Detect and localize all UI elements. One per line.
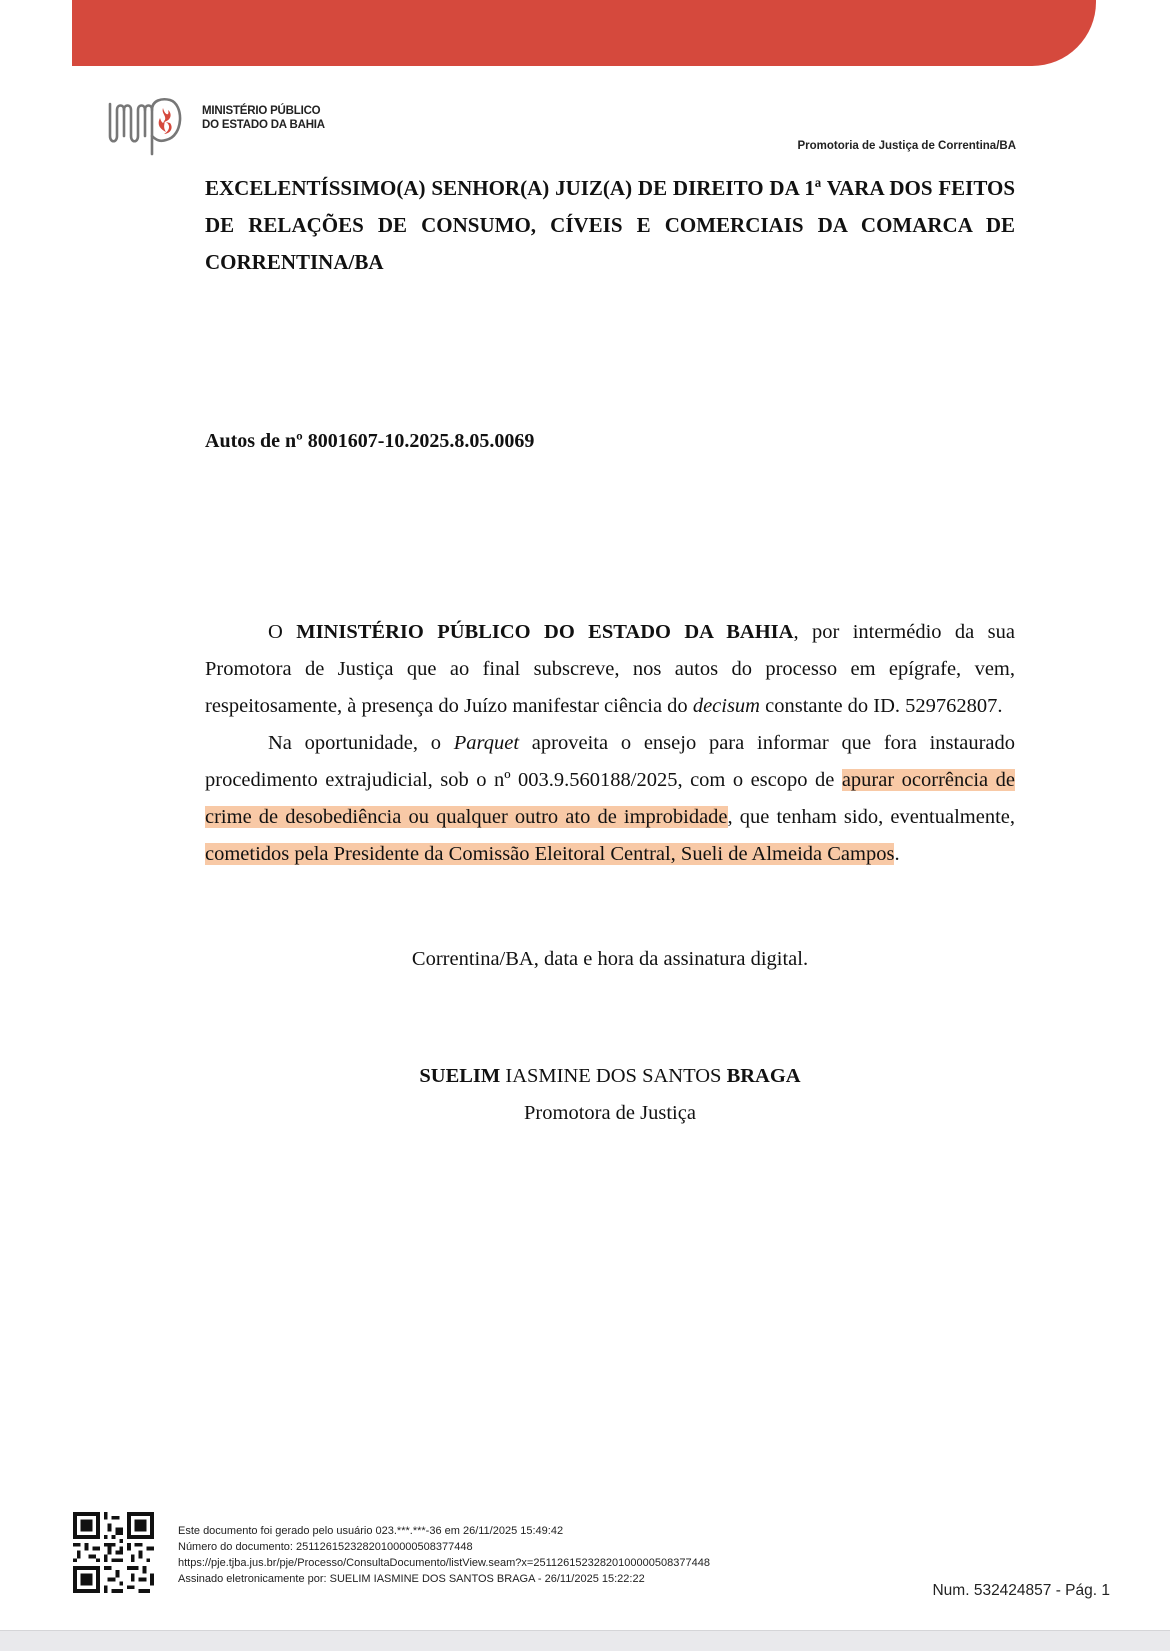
office-name: Promotoria de Justiça de Correntina/BA (797, 140, 1016, 152)
footer-line-3: https://pje.tjba.jus.br/pje/Processo/ConsultaDocumento/listView.seam?x=25112615232820100000508377448 (178, 1557, 710, 1569)
page-bottom-edge (0, 1630, 1170, 1651)
paragraph-1 (205, 614, 1015, 725)
closing-line: Correntina/BA, data e hora da assinatura digital. (411, 948, 809, 970)
logo-text-line2: DO ESTADO DA BAHIA (202, 119, 325, 131)
mp-logo (106, 96, 201, 162)
qr-code (73, 1512, 154, 1593)
signature-role: Promotora de Justiça (524, 1102, 696, 1124)
footer-line-4: Assinado eletronicamente por: SUELIM IASMINE DOS SANTOS BRAGA - 26/11/2025 15:22:22 (178, 1573, 645, 1585)
p2-middle: aproveita o ensejo para informar que fora instaurado procedimento extrajudicial, sob o nº 003.9.560188/2025, com o escopo de (205, 732, 1015, 791)
p1-start: O (268, 621, 297, 643)
highlight-2: cometidos pela Presidente da Comissão Eleitoral Central, Sueli de Almeida Campos (205, 843, 895, 865)
p1-middle: , por intermédio da sua Promotora de Justiça que ao final subscreve, nos autos do processo em epígrafe, vem, respeitosamente, à presença do Juízo manifestar ciência do (205, 621, 1016, 717)
body-text (205, 614, 1015, 873)
p1-entity: MINISTÉRIO PÚBLICO DO ESTADO DA BAHIA (296, 621, 794, 643)
logo-text (202, 104, 325, 132)
logo-text-line1: MINISTÉRIO PÚBLICO (202, 105, 321, 117)
signature-last: BRAGA (726, 1065, 801, 1087)
signature-first: SUELIM (419, 1065, 501, 1087)
p2-start: Na oportunidade, o (268, 732, 454, 754)
footer-line-2: Número do documento: 25112615232820100000508377448 (178, 1541, 473, 1553)
signature-middle: IASMINE DOS SANTOS (500, 1065, 727, 1087)
addressee-heading: EXCELENTÍSSIMO(A) SENHOR(A) JUIZ(A) DE DIREITO DA 1ª VARA DOS FEITOS DE RELAÇÕES DE CONSUMO, CÍVEIS E COMERCIAIS DA COMARCA DE CORRENTINA/BA (205, 176, 1015, 274)
footer-metadata (178, 1523, 710, 1587)
signature-name (205, 1058, 1015, 1095)
paragraph-2 (205, 725, 1015, 873)
highlight-1: apurar ocorrência de crime de desobediência ou qualquer outro ato de improbidade (205, 769, 1015, 828)
p2-middle2: , que tenham sido, eventualmente, (727, 806, 1015, 828)
header-band (72, 0, 1096, 66)
p1-end: constante do ID. 529762807. (760, 695, 1003, 717)
p1-italic: decisum (692, 695, 760, 717)
case-number: Autos de nº 8001607-10.2025.8.05.0069 (205, 430, 535, 452)
page-number: Num. 532424857 - Pág. 1 (932, 1582, 1110, 1599)
footer-line-1: Este documento foi gerado pelo usuário 023.***.***-36 em 26/11/2025 15:49:42 (178, 1525, 564, 1537)
p2-end: . (894, 843, 900, 865)
p2-italic: Parquet (453, 732, 520, 754)
signature-block (205, 1058, 1015, 1132)
